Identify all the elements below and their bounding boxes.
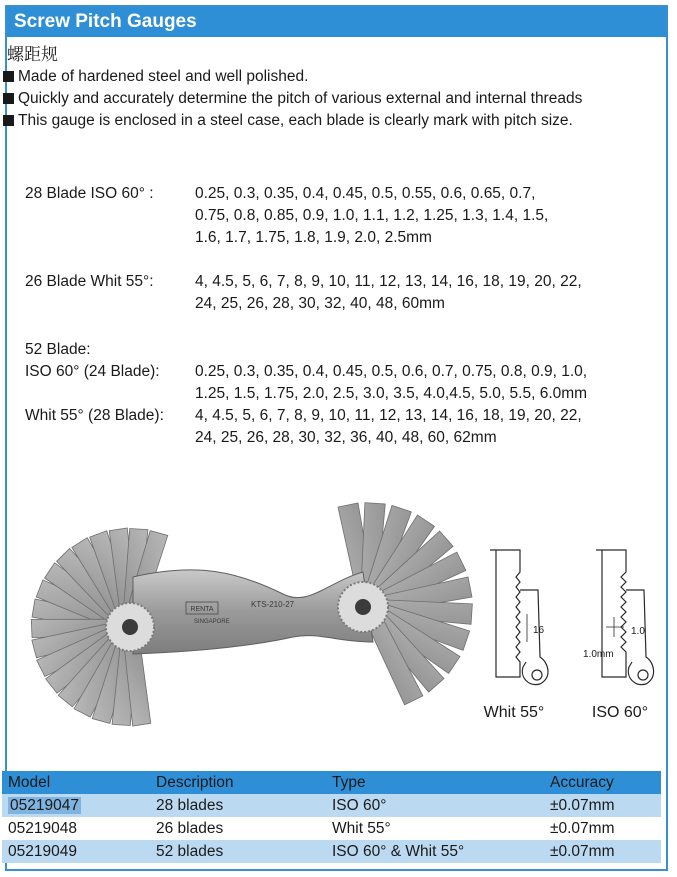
type-cell: ISO 60° [332,797,387,814]
table-row [2,840,661,863]
iso-dimension-label: 1.0mm [583,649,614,660]
product-image-area [8,482,658,727]
right-pivot-screw [355,599,371,615]
handle-mark: RENTA [190,606,214,613]
spec-values-line: 4, 4.5, 5, 6, 7, 8, 9, 10, 11, 12, 13, 14, 16, 18, 19, 20, 22, [195,273,582,290]
model-number: 05219049 [8,843,77,860]
spec-label: Whit 55° (28 Blade): [25,407,164,424]
table-row [2,817,661,840]
description-cell: 52 blades [156,843,224,860]
feature-list [3,66,653,132]
spec-values-line: 0.25, 0.3, 0.35, 0.4, 0.45, 0.5, 0.55, 0.6, 0.65, 0.7, [195,185,536,202]
spec-label: ISO 60° (24 Blade): [25,363,160,380]
left-pivot-screw [122,619,138,635]
whit-caption: Whit 55° [483,704,545,721]
spec-values-line: 24, 25, 26, 28, 30, 32, 36, 40, 48, 60, 62mm [195,429,497,446]
model-number: 05219047 [10,797,79,814]
accuracy-cell: ±0.07mm [550,797,615,814]
iso-dimension-label: 1.0 [631,626,645,637]
model-table [2,771,661,863]
pitch-gauge-illustration [8,482,658,727]
accuracy-cell: ±0.07mm [550,820,615,837]
iso-60-diagram [596,550,654,685]
handle-mark: KTS-210-27 [251,600,295,609]
spec-values-line: 4, 4.5, 5, 6, 7, 8, 9, 10, 11, 12, 13, 14, 16, 18, 19, 20, 22, [195,407,582,424]
chinese-subtitle: 螺距规 [7,45,58,65]
gauge-handle [133,570,373,654]
bullet-square-icon [3,71,14,82]
handle-mark: SINGAPORE [194,619,230,625]
type-cell: ISO 60° & Whit 55° [332,843,465,860]
column-header-description: Description [156,774,234,791]
column-header-type: Type [332,774,366,791]
description-cell: 28 blades [156,797,224,814]
spec-values-line: 24, 25, 26, 28, 30, 32, 40, 48, 60mm [195,295,445,312]
feature-item: Quickly and accurately determine the pitch of various external and internal threads [3,88,653,110]
feature-item: Made of hardened steel and well polished. [3,66,653,88]
iso-caption: ISO 60° [591,704,649,721]
spec-values-line: 1.25, 1.5, 1.75, 2.0, 2.5, 3.0, 3.5, 4.0,4.5, 5.0, 5.5, 6.0mm [195,385,588,402]
spec-label: 52 Blade: [25,341,91,358]
column-header-accuracy: Accuracy [550,774,614,791]
spec-label: 26 Blade Whit 55°: [25,273,154,290]
column-header-model: Model [8,774,51,791]
bullet-square-icon [3,93,14,104]
whit-55-diagram [490,550,548,685]
description-cell: 26 blades [156,820,224,837]
spec-values-line: 1.6, 1.7, 1.75, 1.8, 1.9, 2.0, 2.5mm [195,229,432,246]
feature-item: This gauge is enclosed in a steel case, each blade is clearly mark with pitch size. [3,110,653,132]
bullet-square-icon [3,115,14,126]
spec-label: 28 Blade ISO 60° : [25,185,154,202]
accuracy-cell: ±0.07mm [550,843,615,860]
model-number: 05219048 [8,820,77,837]
type-cell: Whit 55° [332,820,391,837]
spec-values-line: 0.25, 0.3, 0.35, 0.4, 0.45, 0.5, 0.6, 0.7, 0.75, 0.8, 0.9, 1.0, [195,363,588,380]
page-title: Screw Pitch Gauges [7,7,666,37]
whit-dimension-label: 16 [533,625,545,636]
spec-values-line: 0.75, 0.8, 0.85, 0.9, 1.0, 1.1, 1.2, 1.25, 1.3, 1.4, 1.5, [195,207,549,224]
table-header-row [2,771,661,794]
table-row [2,794,661,817]
